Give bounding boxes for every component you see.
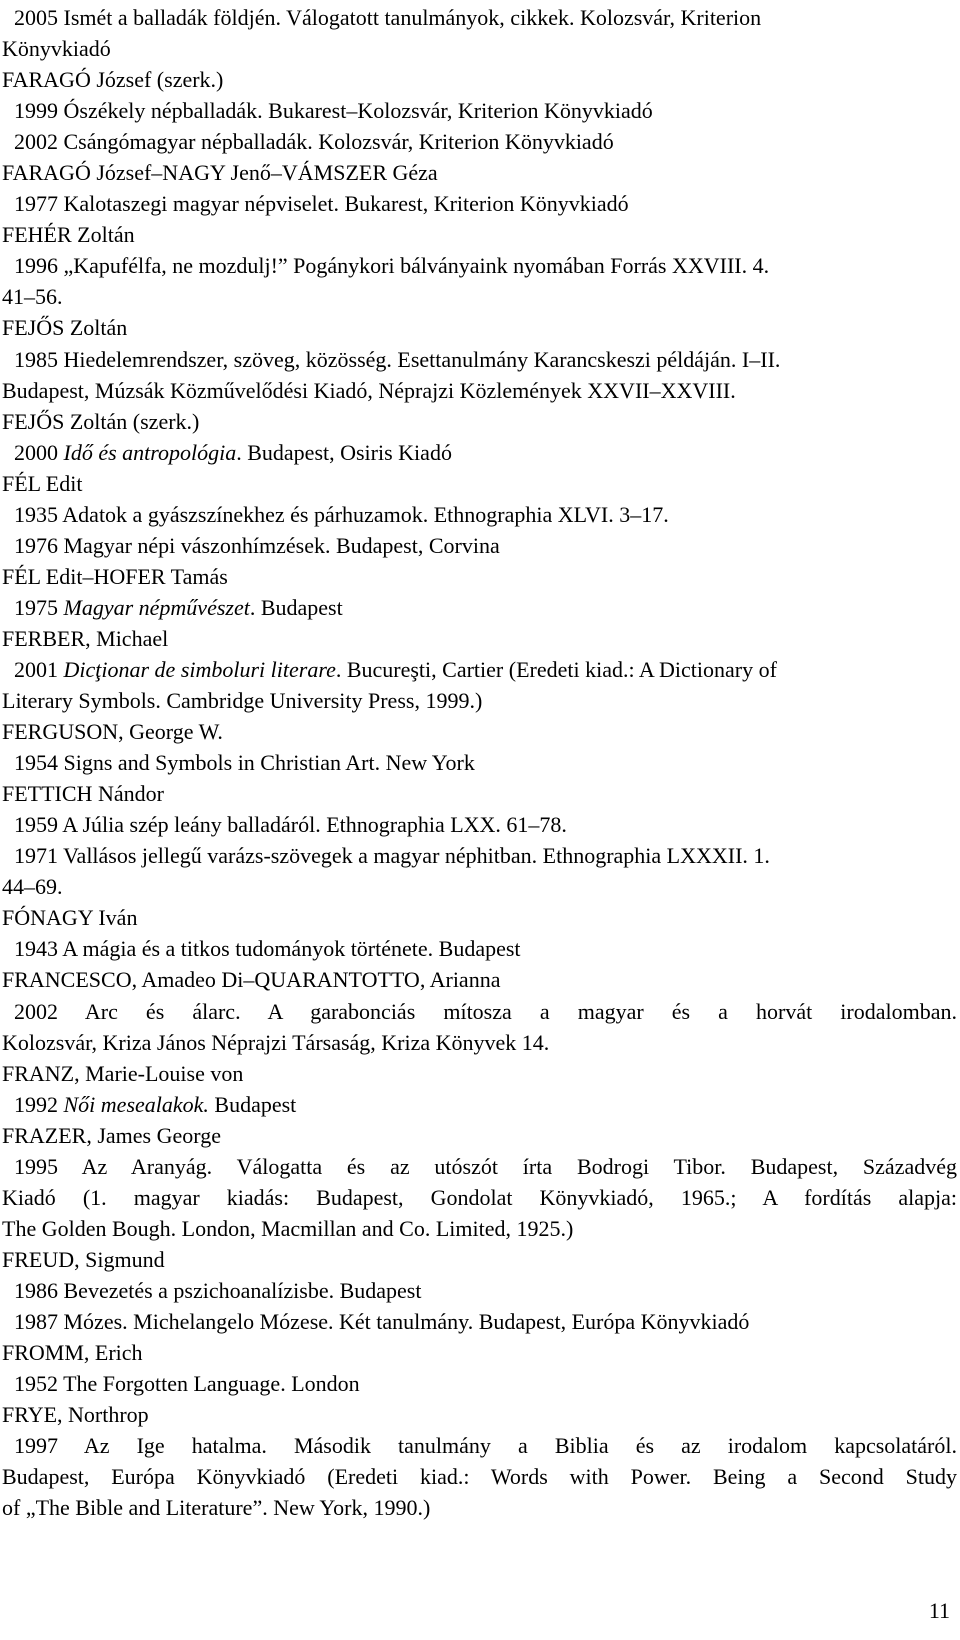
bibliography-line (2, 1430, 957, 1461)
line-text: FEHÉR Zoltán (2, 222, 135, 248)
line-text: 2002 Csángómagyar népballadák. Kolozsvár, Kriterion Könyvkiadó (14, 129, 614, 155)
bibliography-line (2, 468, 957, 499)
line-text: FETTICH Nándor (2, 781, 164, 807)
line-text: FÉL Edit–HOFER Tamás (2, 563, 228, 589)
line-text: Budapest, Múzsák Közművelődési Kiadó, Néprajzi Közlemények XXVII–XXVIII. (2, 377, 736, 403)
bibliography-line (2, 964, 957, 995)
line-text: FRANCESCO, Amadeo Di–QUARANTOTTO, Arianna (2, 967, 501, 993)
bibliography-line (2, 437, 957, 468)
bibliography-line (2, 716, 957, 747)
line-text: FEJŐS Zoltán (2, 315, 128, 341)
bibliography-line (2, 312, 957, 343)
bibliography-line (2, 406, 957, 437)
line-text: Kiadó (1. magyar kiadás: Budapest, Gondolat Könyvkiadó, 1965.; A fordítás alapja: (2, 1184, 957, 1210)
bibliography-line (2, 1120, 957, 1151)
line-text: FROMM, Erich (2, 1340, 143, 1366)
italic-title: Női mesealakok. (63, 1091, 209, 1117)
line-text: 1954 Signs and Symbols in Christian Art. New York (14, 750, 475, 776)
line-text: FERBER, Michael (2, 625, 169, 651)
line-text: FRAZER, James George (2, 1122, 221, 1148)
bibliography-line (2, 871, 957, 902)
line-text: 2002 Arc és álarc. A garabonciás mítosza a magyar és a horvát irodalomban. (14, 998, 957, 1024)
bibliography-line (2, 933, 957, 964)
bibliography-line (2, 530, 957, 561)
bibliography-line (2, 1306, 957, 1337)
bibliography-line (2, 1089, 957, 1120)
line-text: FRANZ, Marie-Louise von (2, 1060, 244, 1086)
bibliography-line (2, 281, 957, 312)
bibliography-line (2, 996, 957, 1027)
bibliography-line (2, 2, 957, 33)
bibliography-list (2, 2, 957, 1523)
line-text: 44–69. (2, 874, 63, 900)
line-text: 2000 (14, 439, 64, 465)
bibliography-line (2, 250, 957, 281)
line-text: of „The Bible and Literature”. New York, 1990.) (2, 1495, 431, 1521)
bibliography-line (2, 188, 957, 219)
line-text: FEJŐS Zoltán (szerk.) (2, 408, 200, 434)
bibliography-line (2, 623, 957, 654)
italic-title: Dicţionar de simboluri literare (63, 656, 336, 682)
bibliography-line (2, 64, 957, 95)
line-text: 1952 The Forgotten Language. London (14, 1371, 360, 1397)
bibliography-line (2, 1461, 957, 1492)
bibliography-line (2, 840, 957, 871)
bibliography-line (2, 1151, 957, 1182)
line-text: Literary Symbols. Cambridge University Press, 1999.) (2, 688, 483, 714)
line-text: 1977 Kalotaszegi magyar népviselet. Bukarest, Kriterion Könyvkiadó (14, 191, 629, 217)
line-text: FARAGÓ József–NAGY Jenő–VÁMSZER Géza (2, 160, 438, 186)
line-text: FÓNAGY Iván (2, 905, 138, 931)
bibliography-line (2, 592, 957, 623)
line-text: 1959 A Júlia szép leány balladáról. Ethnographia LXX. 61–78. (14, 812, 567, 838)
page-number: 11 (928, 1598, 950, 1623)
line-text: . Budapest (249, 594, 343, 620)
bibliography-line (2, 344, 957, 375)
line-text: 1996 „Kapufélfa, ne mozdulj!” Pogánykori bálványaink nyomában Forrás XXVIII. 4. (14, 253, 770, 279)
line-text: 1992 (14, 1091, 64, 1117)
line-text: . Budapest, Osiris Kiadó (236, 439, 452, 465)
bibliography-line (2, 95, 957, 126)
bibliography-line (2, 1182, 957, 1213)
bibliography-line (2, 1368, 957, 1399)
bibliography-line (2, 1275, 957, 1306)
bibliography-line (2, 809, 957, 840)
line-text: 1987 Mózes. Michelangelo Mózese. Két tanulmány. Budapest, Európa Könyvkiadó (14, 1308, 750, 1334)
line-text: 1935 Adatok a gyászszínekhez és párhuzamok. Ethnographia XLVI. 3–17. (14, 501, 669, 527)
bibliography-line (2, 902, 957, 933)
bibliography-line (2, 33, 957, 64)
line-text: 1971 Vallásos jellegű varázs-szövegek a magyar néphitban. Ethnographia LXXXII. 1. (14, 843, 770, 869)
line-text: The Golden Bough. London, Macmillan and Co. Limited, 1925.) (2, 1215, 574, 1241)
line-text: Könyvkiadó (2, 36, 111, 62)
line-text: 1976 Magyar népi vászonhímzések. Budapest, Corvina (14, 532, 500, 558)
bibliography-line (2, 1244, 957, 1275)
bibliography-line (2, 126, 957, 157)
line-text: Kolozsvár, Kriza János Néprajzi Társaság, Kriza Könyvek 14. (2, 1029, 550, 1055)
italic-title: Idő és antropológia (63, 439, 237, 465)
line-text: Budapest (208, 1091, 297, 1117)
bibliography-line (2, 1399, 957, 1430)
bibliography-line (2, 1027, 957, 1058)
line-text: 1985 Hiedelemrendszer, szöveg, közösség. Esettanulmány Karancskeszi példáján. I–II. (14, 346, 781, 372)
line-text: FRYE, Northrop (2, 1402, 149, 1428)
line-text: 1943 A mágia és a titkos tudományok története. Budapest (14, 936, 521, 962)
line-text: FARAGÓ József (szerk.) (2, 67, 224, 93)
line-text: 1995 Az Aranyág. Válogatta és az utószót írta Bodrogi Tibor. Budapest, Századvég (14, 1153, 957, 1179)
line-text: 1997 Az Ige hatalma. Második tanulmány a Biblia és az irodalom kapcsolatáról. (14, 1433, 957, 1459)
line-text: FÉL Edit (2, 470, 83, 496)
line-text: . Bucureşti, Cartier (Eredeti kiad.: A Dictionary of (335, 656, 777, 682)
bibliography-line (2, 561, 957, 592)
line-text: FREUD, Sigmund (2, 1246, 165, 1272)
bibliography-line (2, 654, 957, 685)
bibliography-line (2, 1492, 957, 1523)
italic-title: Magyar népművészet (63, 594, 250, 620)
bibliography-line (2, 375, 957, 406)
bibliography-line (2, 778, 957, 809)
bibliography-line (2, 1058, 957, 1089)
line-text: 1999 Ószékely népballadák. Bukarest–Kolozsvár, Kriterion Könyvkiadó (14, 98, 653, 124)
line-text: 2005 Ismét a balladák földjén. Válogatott tanulmányok, cikkek. Kolozsvár, Kriterion (14, 5, 762, 30)
line-text: 41–56. (2, 284, 63, 310)
line-text: 1986 Bevezetés a pszichoanalízisbe. Budapest (14, 1277, 422, 1303)
bibliography-line (2, 157, 957, 188)
line-text: Budapest, Európa Könyvkiadó (Eredeti kiad.: Words with Power. Being a Second Study (2, 1464, 957, 1490)
bibliography-line (2, 219, 957, 250)
line-text: FERGUSON, George W. (2, 719, 223, 745)
bibliography-line (2, 1213, 957, 1244)
line-text: 1975 (14, 594, 64, 620)
bibliography-line (2, 499, 957, 530)
bibliography-line (2, 1337, 957, 1368)
line-text: 2001 (14, 656, 64, 682)
bibliography-line (2, 685, 957, 716)
bibliography-line (2, 747, 957, 778)
